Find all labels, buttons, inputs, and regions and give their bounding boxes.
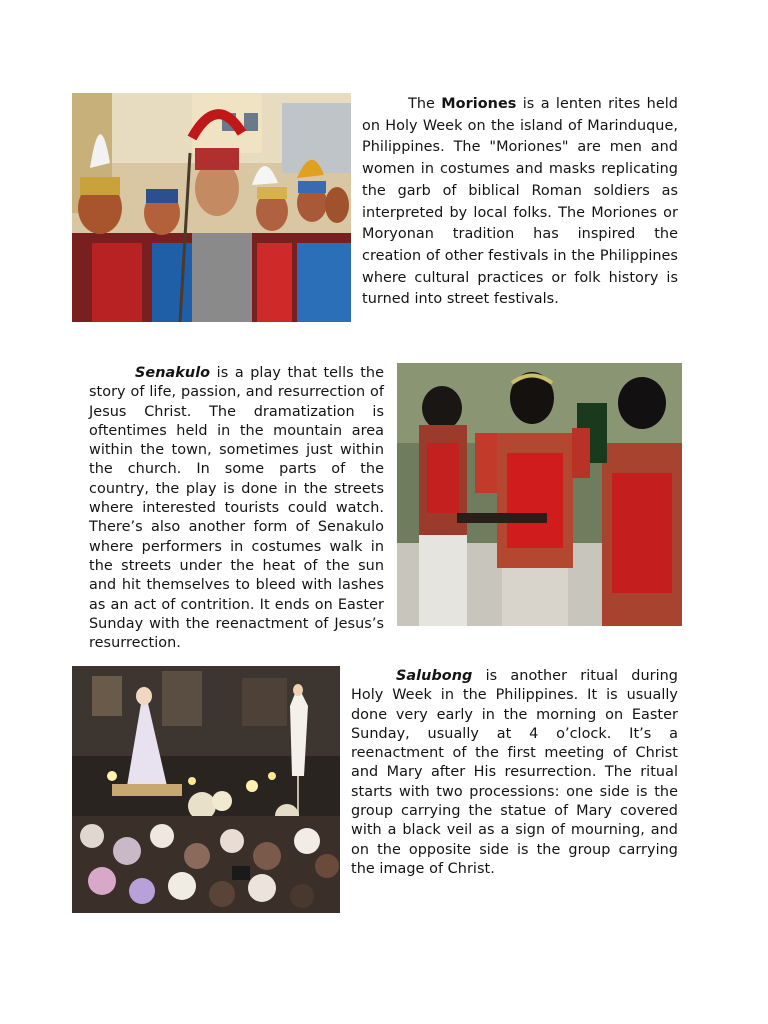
senakulo-term: Senakulo — [135, 365, 211, 381]
intro-lead: The — [408, 96, 442, 112]
salubong-paragraph — [351, 667, 678, 879]
moriones-term: Moriones — [441, 96, 517, 112]
senakulo-photo — [397, 363, 682, 626]
senakulo-illustration — [397, 363, 682, 626]
moriones-text: is a lenten rites held on Holy Week on the island of Marinduque, Philippines. The "Moriones" are men and women in costumes and masks replicating the garb of biblical Roman soldiers as interpreted by local folks. The Moriones or Moryonan tradition has inspired the creation of other festivals in the Philippines where cultural practices or folk history is turned into street festivals. — [362, 96, 678, 308]
senakulo-text: is a play that tells the story of life, passion, and resurrection of Jesus Christ. The dramatization is oftentimes held in the mountain area within the town, sometimes just within the church. In some parts of the country, the play is done in the streets where interested tourists could watch. There’s also another form of Senakulo where performers in costumes walk in the streets under the heat of the sun and hit themselves to bleed with lashes as an act of contrition. It ends on Easter Sunday with the reenactment of Jesus’s resurrection. — [89, 365, 384, 652]
salubong-photo — [72, 666, 340, 913]
salubong-term: Salubong — [396, 668, 473, 684]
salubong-text: is another ritual during Holy Week in the Philippines. It is usually done very early in the morning on Easter Sunday, usually at 4 o’clock. It’s a reenactment of the first meeting of Christ and Mary after His resurrection. The ritual starts with two processions: one side is the group carrying the statue of Mary covered with a black veil as a sign of mourning, and on the opposite side is the group carrying the image of Christ. — [351, 668, 678, 877]
moriones-photo — [72, 93, 351, 322]
moriones-illustration — [72, 93, 351, 322]
senakulo-paragraph — [89, 364, 384, 653]
salubong-illustration — [72, 666, 340, 913]
moriones-paragraph — [362, 94, 678, 311]
